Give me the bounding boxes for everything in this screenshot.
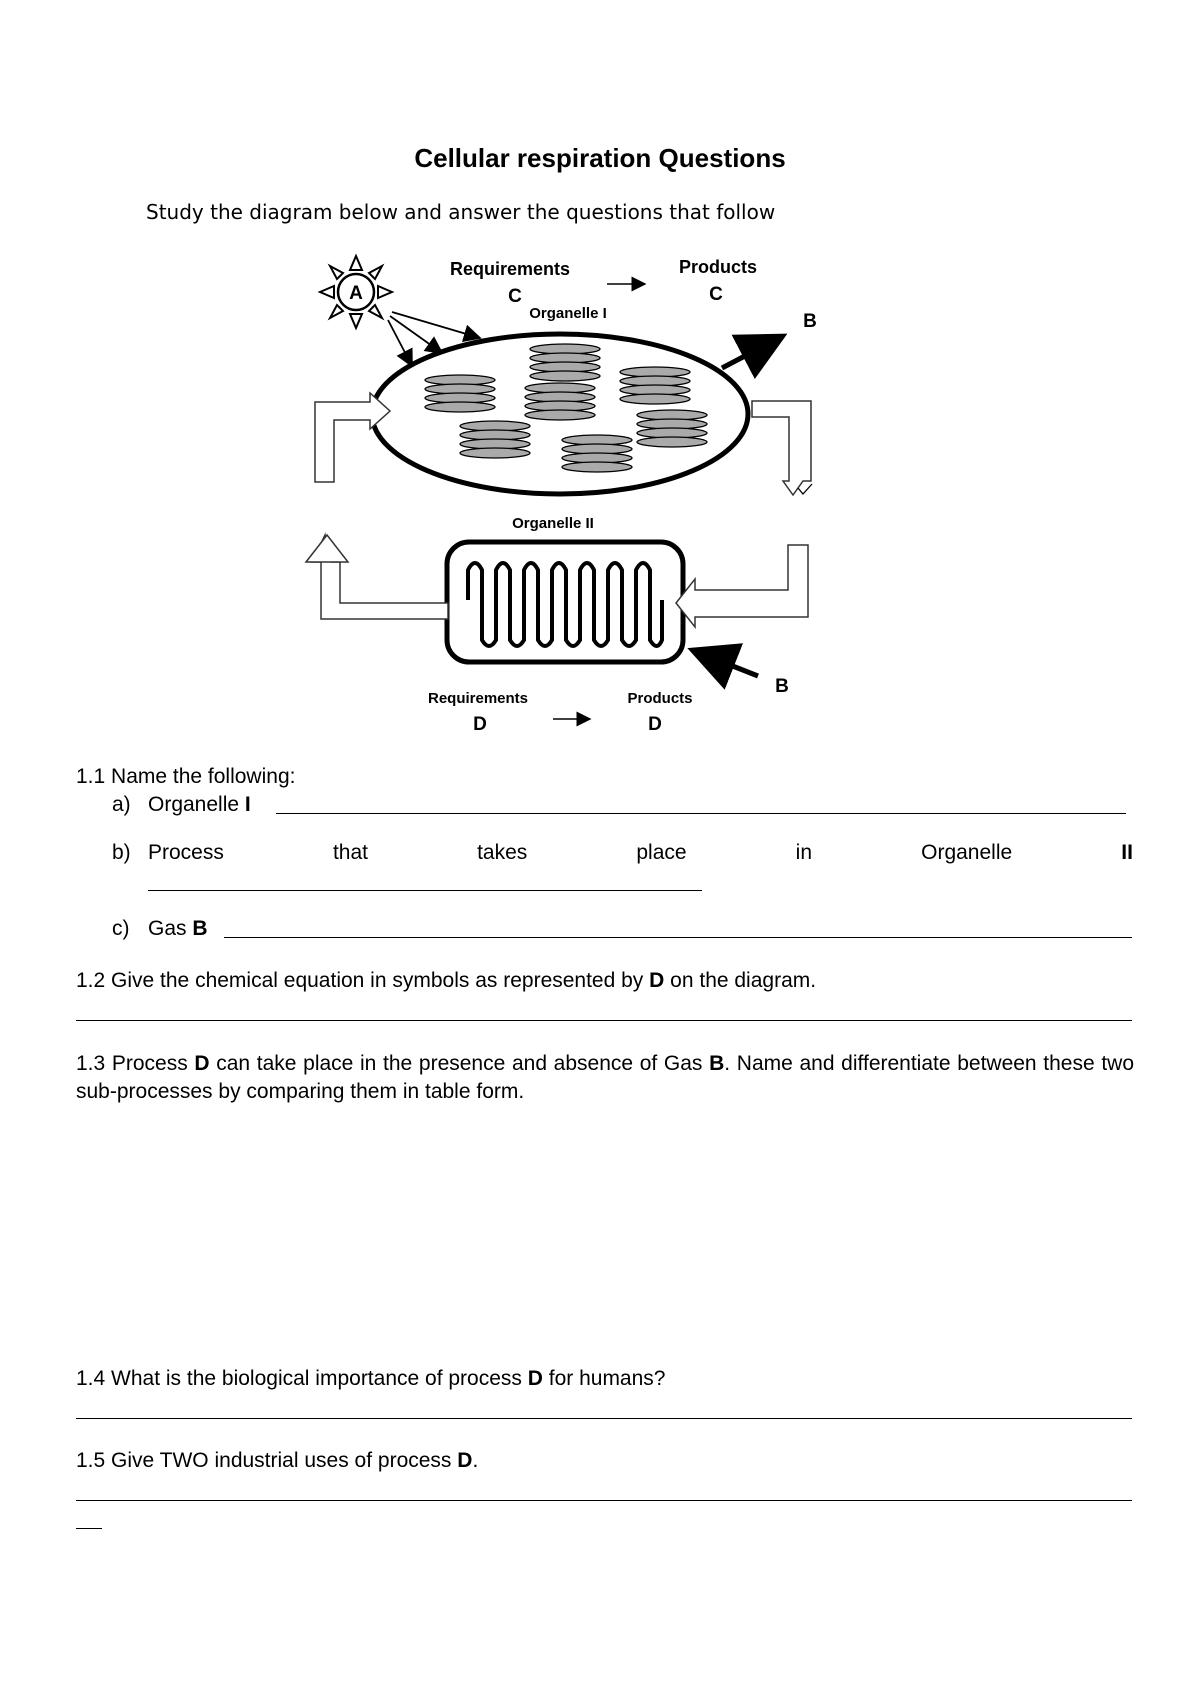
q1-1b-word: Organelle: [921, 841, 1013, 864]
top-products-letter: C: [709, 284, 723, 305]
q1-1-stem: 1.1 Name the following:: [76, 765, 296, 788]
q1-2-text: 1.2 Give the chemical equation in symbols as represented by D on the diagram.: [76, 969, 817, 992]
chloroplast: [372, 334, 748, 494]
q1-1c-item: Gas B: [148, 917, 208, 940]
q1-1a-marker: a): [112, 793, 131, 816]
q1-1c-marker: c): [112, 917, 130, 940]
q1-3-text: 1.3 Process D can take place in the presence and absence of Gas B. Name and differentiate between these two sub-processes by comparing them in table form.: [76, 1052, 1135, 1103]
top-products-label: Products: [678, 257, 758, 277]
answer-line-1-1c[interactable]: [224, 937, 1132, 938]
top-requirements-label: Requirements: [449, 259, 571, 279]
sun-label: A: [349, 283, 363, 304]
q1-1b-bold: II: [1121, 841, 1133, 864]
q1-1b-word: Process: [148, 841, 224, 864]
q1-1b-word: in: [795, 841, 813, 864]
bottom-gas-label: B: [775, 676, 789, 697]
top-requirements-letter: C: [508, 286, 522, 307]
q1-1b-word: that: [332, 841, 368, 864]
respiration-diagram: [0, 0, 1200, 760]
mitochondrion: [447, 542, 683, 662]
answer-line-1-1b[interactable]: [148, 890, 702, 891]
q1-1b-marker: b): [112, 841, 131, 864]
q1-1b-word: place: [636, 841, 687, 864]
bottom-right-flow-arrow: [676, 545, 808, 627]
answer-line-1-4[interactable]: [76, 1418, 1132, 1419]
organelle-two-label: Organelle II: [512, 515, 594, 532]
bottom-requirements-label: Requirements: [427, 690, 529, 707]
answer-line-1-1a[interactable]: [276, 813, 1126, 814]
q1-1b-item: [148, 839, 1133, 867]
q1-5-text: 1.5 Give TWO industrial uses of process D.: [76, 1449, 479, 1472]
answer-line-1-5-continued[interactable]: [76, 1528, 102, 1529]
right-flow-arrow: [752, 401, 811, 495]
page-title: Cellular respiration Questions: [414, 143, 786, 173]
bottom-products-label: Products: [627, 690, 693, 707]
sun-icon: [320, 256, 392, 328]
bottom-requirements-letter: D: [473, 714, 487, 735]
q1-4-text: 1.4 What is the biological importance of process D for humans?: [76, 1367, 666, 1390]
organelle-one-label: Organelle I: [529, 305, 607, 322]
bottom-products-letter: D: [648, 714, 662, 735]
answer-line-1-5[interactable]: [76, 1500, 1132, 1501]
q1-1a-item: Organelle I: [148, 793, 251, 816]
q1-1b-word: takes: [477, 841, 528, 864]
instruction-text: Study the diagram below and answer the questions that follow: [146, 200, 776, 224]
answer-line-1-2[interactable]: [76, 1020, 1132, 1021]
top-gas-label: B: [803, 311, 817, 332]
